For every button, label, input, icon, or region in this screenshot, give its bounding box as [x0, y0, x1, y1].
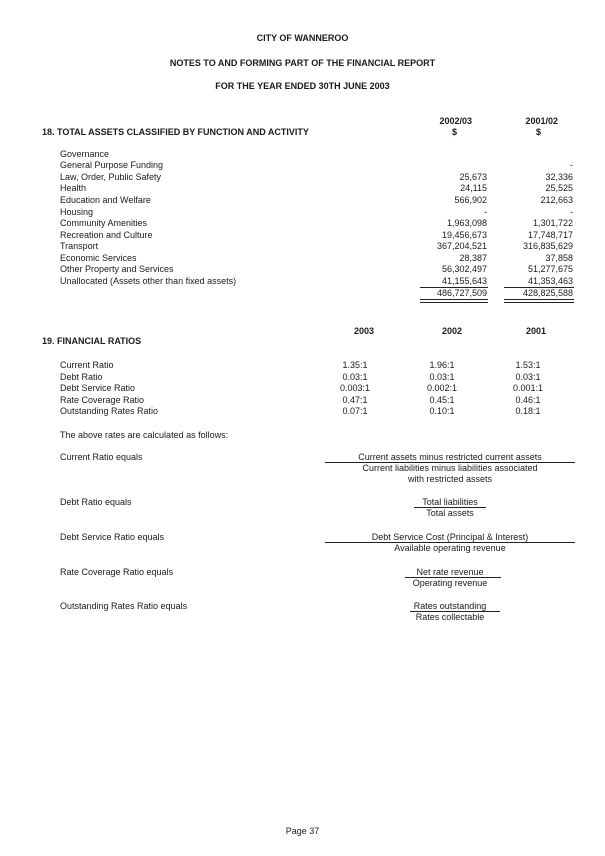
- total-double-rule-2002: [504, 299, 574, 303]
- row-label: Governance: [60, 149, 110, 159]
- ratio-value-2003: 0.07:1: [342, 406, 368, 416]
- note18-col2-unit: $: [535, 127, 541, 137]
- formula-label: Rate Coverage Ratio equals: [60, 567, 174, 577]
- ratio-label: Debt Ratio: [60, 372, 103, 382]
- ratio-value-2003: 0.47:1: [342, 395, 368, 405]
- row-label: Economic Services: [60, 253, 137, 263]
- row-label: Education and Welfare: [60, 195, 151, 205]
- calc-intro: The above rates are calculated as follows:: [60, 430, 229, 440]
- formula-numerator: Net rate revenue: [416, 567, 484, 577]
- report-subtitle: NOTES TO AND FORMING PART OF THE FINANCIAL REPORT: [169, 58, 436, 68]
- formula-denominator: Available operating revenue: [394, 543, 506, 553]
- report-entity-title: CITY OF WANNEROO: [256, 33, 349, 43]
- note18-col1-unit: $: [451, 127, 457, 137]
- row-value-2003: 56,302,497: [441, 264, 487, 274]
- ratio-value-2002: 0.03:1: [429, 372, 455, 382]
- formula-denominator: Current liabilities minus liabilities associated: [362, 463, 538, 473]
- formula-label: Debt Service Ratio equals: [60, 532, 165, 542]
- formula-denominator: Rates collectable: [415, 612, 485, 622]
- formula-denominator: Operating revenue: [412, 578, 488, 588]
- formula-numerator: Rates outstanding: [413, 601, 487, 611]
- total-value-2002: 428,825,588: [522, 288, 573, 298]
- ratio-value-2002: 0.002:1: [426, 383, 458, 393]
- note19-title: 19. FINANCIAL RATIOS: [42, 336, 142, 346]
- row-value-2002: 25,525: [545, 183, 573, 193]
- formula-denominator-line2: with restricted assets: [407, 474, 493, 484]
- row-value-2003: 24,115: [460, 183, 487, 193]
- formula-numerator: Total liabilities: [422, 497, 478, 507]
- ratio-value-2001: 0.18:1: [515, 406, 541, 416]
- ratio-value-2002: 0.45:1: [429, 395, 455, 405]
- ratio-label: Rate Coverage Ratio: [60, 395, 145, 405]
- formula-denominator: Total assets: [426, 508, 474, 518]
- ratio-value-2001: 0.03:1: [515, 372, 541, 382]
- ratio-year-2001: 2001: [525, 326, 546, 336]
- ratio-value-2003: 0.03:1: [342, 372, 368, 382]
- ratio-label: Outstanding Rates Ratio: [60, 406, 159, 416]
- row-value-2002: 212,663: [540, 195, 573, 205]
- row-label: Transport: [60, 241, 99, 251]
- note18-col2-year: 2001/02: [525, 116, 558, 126]
- ratio-label: Current Ratio: [60, 360, 114, 370]
- note18-col1-year: 2002/03: [439, 116, 472, 126]
- page-number: Page 37: [285, 826, 320, 836]
- ratio-value-2002: 0.10:1: [429, 406, 455, 416]
- total-double-rule-2003: [420, 299, 488, 303]
- ratio-value-2001: 0.46:1: [515, 395, 541, 405]
- ratio-year-2003: 2003: [353, 326, 374, 336]
- formula-numerator: Debt Service Cost (Principal & Interest): [371, 532, 529, 542]
- row-value-2003: 367,204,521: [436, 241, 487, 251]
- report-period: FOR THE YEAR ENDED 30TH JUNE 2003: [215, 81, 390, 91]
- row-value-2002: -: [570, 160, 573, 170]
- ratio-value-2001: 0.001:1: [512, 383, 544, 393]
- ratio-value-2002: 1.96:1: [429, 360, 455, 370]
- row-label: Law, Order, Public Safety: [60, 172, 162, 182]
- ratio-value-2003: 0.003:1: [339, 383, 371, 393]
- row-label: General Purpose Funding: [60, 160, 164, 170]
- ratio-year-2002: 2002: [441, 326, 462, 336]
- row-value-2003: 25,673: [459, 172, 487, 182]
- row-value-2002: 17,748,717: [527, 230, 573, 240]
- row-value-2003: 566,902: [454, 195, 487, 205]
- row-value-2003: 1,963,098: [446, 218, 487, 228]
- ratio-value-2003: 1.35:1: [342, 360, 368, 370]
- row-value-2003: 41,155,643: [441, 276, 487, 286]
- formula-label: Debt Ratio equals: [60, 497, 132, 507]
- row-value-2002: 37,858: [545, 253, 573, 263]
- row-value-2003: -: [484, 207, 487, 217]
- ratio-label: Debt Service Ratio: [60, 383, 136, 393]
- note18-title: 18. TOTAL ASSETS CLASSIFIED BY FUNCTION AND ACTIVITY: [42, 127, 309, 137]
- row-value-2003: 19,456,673: [441, 230, 487, 240]
- total-value-2003: 486,727,509: [436, 288, 487, 298]
- row-label: Community Amenities: [60, 218, 148, 228]
- row-value-2002: 51,277,675: [527, 264, 573, 274]
- formula-label: Outstanding Rates Ratio equals: [60, 601, 188, 611]
- formula-label: Current Ratio equals: [60, 452, 143, 462]
- row-value-2002: 41,353,463: [527, 276, 573, 286]
- formula-numerator: Current assets minus restricted current assets: [358, 452, 542, 462]
- row-value-2002: -: [570, 207, 573, 217]
- row-value-2002: 32,336: [545, 172, 573, 182]
- row-label: Recreation and Culture: [60, 230, 153, 240]
- row-value-2002: 1,301,722: [532, 218, 573, 228]
- ratio-value-2001: 1.53:1: [515, 360, 541, 370]
- row-value-2003: 28,387: [459, 253, 487, 263]
- row-label: Unallocated (Assets other than fixed assets): [60, 276, 237, 286]
- row-label: Health: [60, 183, 87, 193]
- row-value-2002: 316,835,629: [522, 241, 573, 251]
- row-label: Other Property and Services: [60, 264, 174, 274]
- row-label: Housing: [60, 207, 94, 217]
